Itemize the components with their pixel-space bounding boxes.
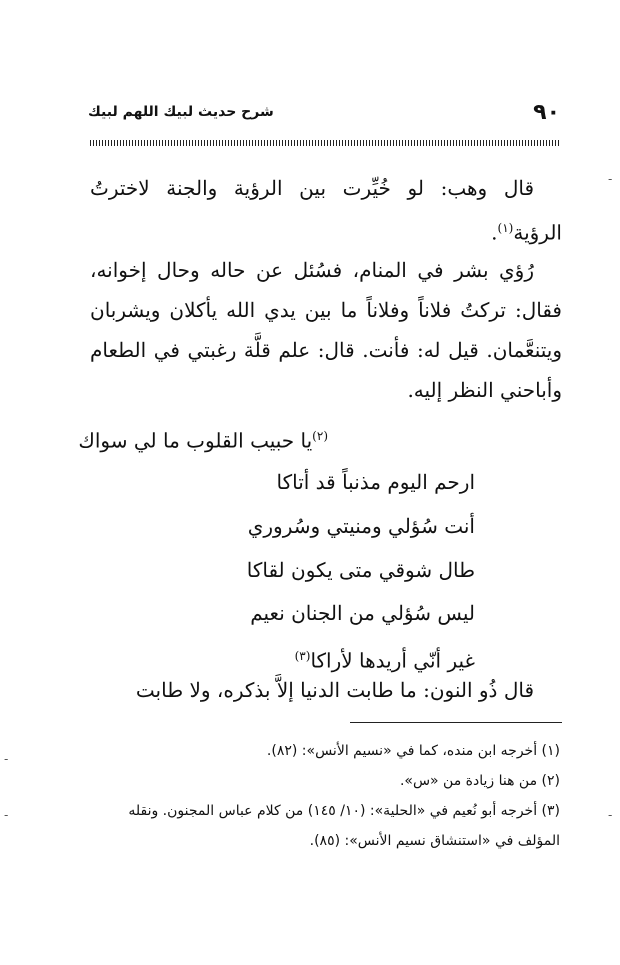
verse-text: غير أنّي أريدها لأراكا <box>310 648 475 673</box>
page-header <box>88 100 568 130</box>
footnotes <box>90 736 560 856</box>
paragraph-text: رُؤي بشر في المنام، فسُئل عن حاله وحال إخوانه، فقال: تركتُ فلاناً وفلاناً ما بين يدي الله يأكلان ويشربان ويتنعَّمان. قيل له: فأنت. قال: علم قلَّة رغبتي في الطعام وأباحني النظر إليه. <box>90 258 562 402</box>
footnote-ref-2: (٢) <box>312 429 328 443</box>
footnote-1: (١) أخرجه ابن منده، كما في «نسيم الأنس»: (٨٢). <box>266 743 560 759</box>
margin-mark: - <box>608 172 613 186</box>
verse-line <box>78 414 328 463</box>
paragraph-dhun-nun: قال ذُو النون: ما طابت الدنيا إلاَّ بذكره، ولا طابت <box>135 678 534 702</box>
paragraph-bishr <box>90 250 562 410</box>
margin-mark: - <box>608 808 613 822</box>
verse-line: أنت سُؤلي ومنيتي وسُروري <box>247 514 475 538</box>
page-number: ٩٠ <box>533 100 560 125</box>
verse-text: يا حبيب القلوب ما لي سواك <box>78 428 313 453</box>
verse-line: ليس سُؤلي من الجنان نعيم <box>250 601 475 625</box>
footnote-2: (٢) من هنا زيادة من «س». <box>399 773 560 789</box>
verse-line: طال شوقي متى يكون لقاكا <box>246 558 475 582</box>
paragraph-text: قال وهب: لو خُيِّرت بين الرؤية والجنة لاخترتُ الرؤية <box>90 176 562 245</box>
footnote-3: (٣) أخرجه أبو نُعيم في «الحلية»: (١٠/ ١٤٥) من كلام عباس المجنون. ونقله المؤلف في «استنشاق نسيم الأنس»: (٨٥). <box>128 803 560 849</box>
running-title: شرح حديث لبيك اللهم لبيك <box>88 104 274 120</box>
margin-mark: - <box>4 752 9 766</box>
header-rule <box>90 140 560 146</box>
footnote-separator <box>350 722 562 723</box>
footnote-ref-1: (١) <box>497 221 514 235</box>
paragraph-wahb: قال وهب: لو خُيِّرت بين الرؤية والجنة لاخترتُ الرؤية$^{(١)}$. <box>90 176 562 245</box>
footnote-ref-3: (٣) <box>294 649 311 663</box>
verse-line: ارحم اليوم مذنباً قد أتاكا <box>276 470 475 494</box>
margin-mark: - <box>4 808 9 822</box>
